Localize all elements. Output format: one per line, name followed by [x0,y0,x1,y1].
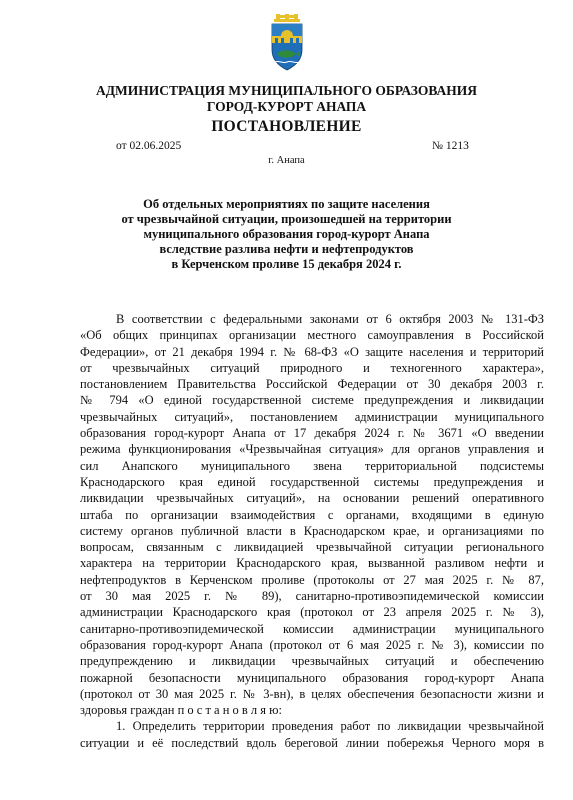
title-line: вследствие разлива нефти и нефтепродуктов [159,242,414,256]
body-line: постановлением Правительства Российской Федерации от 30 декабря 2003 г. [80,377,544,392]
body-line: администрации Краснодарского края (протокол от 23 апреля 2025 г. № 3), [80,605,544,620]
body-line: В соответствии с федеральными законами от 6 октября 2003 № 131-ФЗ [116,312,544,326]
coat-of-arms-icon [269,14,305,72]
title-line: в Керченском проливе 15 декабря 2024 г. [171,257,402,271]
body-line: от чрезвычайных ситуаций природного и техногенного характера», [80,360,544,375]
body-line: санитарно-противоэпидемической комиссии администрации муниципального [80,621,544,636]
body-line: Краснодарского края единой государственной системы предупреждения и [80,474,544,489]
document-type: ПОСТАНОВЛЕНИЕ [211,118,362,135]
title-line: муниципального образования город-курорт Анапа [143,227,430,241]
title-line: от чрезвычайной ситуации, произошедшей на территории [121,212,452,226]
body-line: предупреждению и ликвидации чрезвычайных ситуаций и обеспечению [80,654,544,669]
body-line: сил Анапского муниципального звена территориальной подсистемы [80,458,544,473]
body-line: пожарной безопасности муниципального образования город-курорт Анапа [80,670,544,685]
body-line: ликвидации чрезвычайных ситуаций», на основании решений оперативного [80,491,544,506]
body-line: № 794 «О единой государственной системе предупреждения и ликвидации [80,393,544,408]
body-line: характера на территории Краснодарского края, вызванной разливом нефти и [80,556,544,571]
document-body [80,311,544,751]
org-name-line-2: ГОРОД-КУРОРТ АНАПА [206,99,367,114]
document-number: № 1213 [432,140,469,152]
body-line: 1. Определить территории проведения работ по ликвидации чрезвычайной [116,719,544,734]
body-line: вопросам, связанным с ликвидацией чрезвычайной ситуации регионального [80,540,544,555]
body-line: от 30 мая 2025 г. № 89), санитарно-противоэпидемической комиссии [80,589,544,604]
body-line: Федерации», от 21 декабря 1994 г. № 68-ФЗ «О защите населения и территорий [80,344,544,359]
body-line: ситуации и её последствий вдоль береговой линии побережья Черного моря в [80,735,544,750]
body-line: режима функционирования «Чрезвычайная ситуация» для органов управления и [80,442,544,457]
body-line: (протокол от 30 мая 2025 г. № 3-вн), в целях обеспечения безопасности жизни и [80,686,544,701]
body-line: образования город-курорт Анапа от 17 декабря 2024 г. № 3671 «О введении [80,426,544,441]
body-line: здоровья граждан п о с т а н о в л я ю: [80,703,282,718]
body-line: нефтепродуктов в Керченском проливе (протоколы от 27 мая 2025 г. № 87, [80,572,544,587]
document-date: от 02.06.2025 [116,140,182,152]
document-title [100,197,473,272]
body-line: штаба по организации взаимодействия с органами, входящими в единую [80,507,544,522]
body-line: образования город-курорт Анапа (протокол от 6 мая 2025 г. № 3), комиссии по [80,637,544,652]
body-line: «Об общих принципах организации местного самоуправления в Российской [80,328,544,343]
org-name-line-1: АДМИНИСТРАЦИЯ МУНИЦИПАЛЬНОГО ОБРАЗОВАНИЯ [95,83,478,98]
body-line: чрезвычайных ситуаций», постановлением администрации муниципального [80,409,544,424]
body-line: систему органов публичной власти в Краснодарском крае, и организациями по [80,523,544,538]
title-line: Об отдельных мероприятиях по защите населения [143,197,430,211]
document-city: г. Анапа [268,155,305,166]
